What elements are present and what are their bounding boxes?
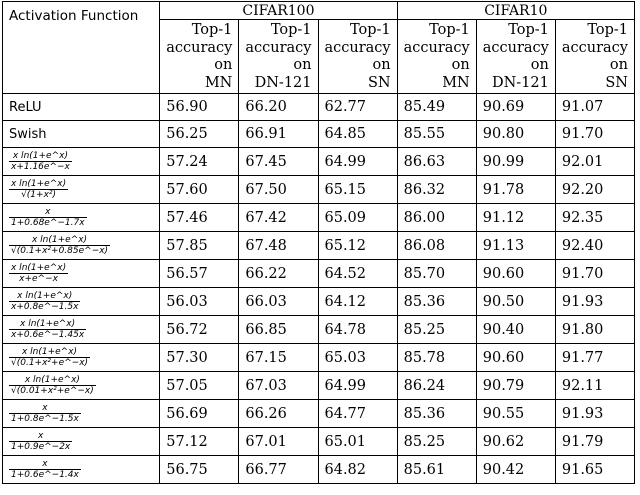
- accuracy-cell: 67.03: [239, 372, 318, 400]
- formula-denominator: 1+0.68e^−1.7x: [11, 218, 85, 228]
- formula-numerator: x: [9, 459, 81, 470]
- formula-denominator: √(0.1+x²+0.85e^−x): [11, 246, 109, 256]
- accuracy-cell: 92.11: [555, 372, 634, 400]
- cifar10-group-header: CIFAR10: [397, 2, 634, 20]
- accuracy-cell: 92.35: [555, 204, 634, 232]
- table-row: [3, 204, 635, 232]
- subheader-cifar10-dn121: Top-1 accuracy on DN-121: [476, 20, 555, 94]
- accuracy-cell: 67.01: [239, 428, 318, 456]
- activation-name: Swish: [3, 121, 160, 148]
- accuracy-cell: 64.52: [318, 260, 397, 288]
- accuracy-cell: 86.24: [397, 372, 476, 400]
- accuracy-cell: 91.13: [476, 232, 555, 260]
- accuracy-cell: 85.36: [397, 400, 476, 428]
- formula-fraction: [9, 207, 87, 228]
- subheader-cifar10-sn: Top-1 accuracy on SN: [555, 20, 634, 94]
- accuracy-cell: 57.12: [160, 428, 239, 456]
- accuracy-cell: 91.80: [555, 316, 634, 344]
- results-table: [2, 1, 635, 484]
- accuracy-cell: 66.77: [239, 456, 318, 484]
- formula-denominator: x+e^−x: [19, 274, 58, 284]
- table-row: [3, 400, 635, 428]
- formula-numerator: x ln(1+e^x): [9, 151, 72, 162]
- formula-fraction: [9, 459, 81, 480]
- accuracy-cell: 92.20: [555, 176, 634, 204]
- table-body: [3, 94, 635, 484]
- accuracy-cell: 66.91: [239, 121, 318, 148]
- formula-denominator: x+0.6e^−1.45x: [11, 330, 85, 340]
- formula-numerator: x ln(1+e^x): [11, 179, 67, 189]
- accuracy-cell: 85.70: [397, 260, 476, 288]
- accuracy-cell: 92.01: [555, 148, 634, 176]
- formula-numerator: x: [9, 207, 87, 218]
- accuracy-cell: 56.69: [160, 400, 239, 428]
- accuracy-cell: 92.40: [555, 232, 634, 260]
- accuracy-cell: 64.78: [318, 316, 397, 344]
- formula-denominator: x+1.16e^−x: [11, 162, 70, 172]
- accuracy-cell: 91.70: [555, 121, 634, 148]
- accuracy-cell: 85.78: [397, 344, 476, 372]
- accuracy-cell: 64.99: [318, 148, 397, 176]
- formula-numerator: x: [9, 431, 72, 442]
- table-row: [3, 456, 635, 484]
- formula-numerator: x ln(1+e^x): [11, 263, 67, 273]
- accuracy-cell: 90.60: [476, 260, 555, 288]
- accuracy-cell: 85.25: [397, 428, 476, 456]
- accuracy-cell: 56.25: [160, 121, 239, 148]
- accuracy-cell: 90.79: [476, 372, 555, 400]
- formula-fraction: [9, 179, 68, 200]
- accuracy-cell: 56.75: [160, 456, 239, 484]
- activation-formula: [3, 456, 160, 484]
- accuracy-cell: 86.63: [397, 148, 476, 176]
- accuracy-cell: 62.77: [318, 94, 397, 121]
- formula-denominator: 1+0.9e^−2x: [11, 442, 71, 452]
- activation-formula: [3, 344, 160, 372]
- accuracy-cell: 85.61: [397, 456, 476, 484]
- formula-fraction: [9, 263, 68, 284]
- activation-name: ReLU: [3, 94, 160, 121]
- accuracy-cell: 67.45: [239, 148, 318, 176]
- activation-formula: [3, 316, 160, 344]
- accuracy-cell: 66.20: [239, 94, 318, 121]
- accuracy-cell: 65.12: [318, 232, 397, 260]
- accuracy-cell: 66.85: [239, 316, 318, 344]
- subheader-cifar100-sn: Top-1 accuracy on SN: [318, 20, 397, 94]
- activation-function-header: Activation Function: [3, 2, 160, 94]
- accuracy-cell: 64.77: [318, 400, 397, 428]
- accuracy-cell: 86.00: [397, 204, 476, 232]
- table-row: [3, 428, 635, 456]
- formula-numerator: x ln(1+e^x): [9, 235, 110, 246]
- accuracy-cell: 85.55: [397, 121, 476, 148]
- accuracy-cell: 56.72: [160, 316, 239, 344]
- accuracy-cell: 67.15: [239, 344, 318, 372]
- table-row: [3, 148, 635, 176]
- accuracy-cell: 90.69: [476, 94, 555, 121]
- accuracy-cell: 85.36: [397, 288, 476, 316]
- accuracy-cell: 67.50: [239, 176, 318, 204]
- formula-fraction: [9, 235, 110, 256]
- accuracy-cell: 91.70: [555, 260, 634, 288]
- accuracy-cell: 66.26: [239, 400, 318, 428]
- formula-numerator: x ln(1+e^x): [9, 291, 80, 302]
- formula-denominator: 1+0.6e^−1.4x: [11, 470, 79, 480]
- formula-denominator: √(0.1+x²+e^−x): [11, 358, 89, 368]
- accuracy-cell: 90.55: [476, 400, 555, 428]
- accuracy-cell: 66.03: [239, 288, 318, 316]
- table-row: [3, 260, 635, 288]
- cifar100-group-header: CIFAR100: [160, 2, 397, 20]
- activation-formula: [3, 148, 160, 176]
- subheader-cifar10-mn: Top-1 accuracy on MN: [397, 20, 476, 94]
- formula-numerator: x ln(1+e^x): [9, 347, 90, 358]
- formula-numerator: x ln(1+e^x): [9, 375, 96, 386]
- accuracy-cell: 90.62: [476, 428, 555, 456]
- accuracy-cell: 90.50: [476, 288, 555, 316]
- formula-fraction: [9, 375, 96, 396]
- accuracy-cell: 64.85: [318, 121, 397, 148]
- formula-fraction: [9, 347, 90, 368]
- accuracy-cell: 85.49: [397, 94, 476, 121]
- accuracy-cell: 64.12: [318, 288, 397, 316]
- formula-fraction: [9, 151, 72, 172]
- activation-formula: [3, 372, 160, 400]
- formula-fraction: [9, 319, 86, 340]
- formula-fraction: [9, 291, 80, 312]
- accuracy-cell: 67.48: [239, 232, 318, 260]
- accuracy-cell: 66.22: [239, 260, 318, 288]
- table-row: [3, 316, 635, 344]
- accuracy-cell: 57.24: [160, 148, 239, 176]
- accuracy-cell: 57.60: [160, 176, 239, 204]
- formula-fraction: [9, 431, 72, 452]
- table-row: [3, 344, 635, 372]
- accuracy-cell: 85.25: [397, 316, 476, 344]
- formula-denominator: x+0.8e^−1.5x: [11, 302, 79, 312]
- accuracy-cell: 65.15: [318, 176, 397, 204]
- table-row: [3, 288, 635, 316]
- table-row: [3, 121, 635, 148]
- accuracy-cell: 91.77: [555, 344, 634, 372]
- formula-fraction: [9, 403, 81, 424]
- formula-denominator: 1+0.8e^−1.5x: [11, 414, 79, 424]
- accuracy-cell: 90.40: [476, 316, 555, 344]
- accuracy-cell: 91.93: [555, 288, 634, 316]
- accuracy-cell: 57.05: [160, 372, 239, 400]
- accuracy-cell: 91.65: [555, 456, 634, 484]
- accuracy-cell: 57.30: [160, 344, 239, 372]
- subheader-cifar100-dn121: Top-1 accuracy on DN-121: [239, 20, 318, 94]
- accuracy-cell: 64.82: [318, 456, 397, 484]
- accuracy-cell: 65.09: [318, 204, 397, 232]
- accuracy-cell: 90.99: [476, 148, 555, 176]
- accuracy-cell: 65.01: [318, 428, 397, 456]
- table-row: [3, 232, 635, 260]
- accuracy-cell: 91.78: [476, 176, 555, 204]
- activation-formula: [3, 260, 160, 288]
- activation-formula: [3, 204, 160, 232]
- table-row: [3, 94, 635, 121]
- accuracy-cell: 56.90: [160, 94, 239, 121]
- activation-formula: [3, 400, 160, 428]
- accuracy-cell: 56.57: [160, 260, 239, 288]
- accuracy-cell: 91.12: [476, 204, 555, 232]
- activation-formula: [3, 428, 160, 456]
- table-row: [3, 372, 635, 400]
- accuracy-cell: 90.60: [476, 344, 555, 372]
- formula-denominator: √(1+x²): [21, 190, 57, 200]
- accuracy-cell: 90.42: [476, 456, 555, 484]
- accuracy-cell: 91.79: [555, 428, 634, 456]
- accuracy-cell: 64.99: [318, 372, 397, 400]
- accuracy-cell: 67.42: [239, 204, 318, 232]
- accuracy-cell: 86.08: [397, 232, 476, 260]
- table-row: [3, 176, 635, 204]
- activation-formula: [3, 232, 160, 260]
- activation-formula: [3, 176, 160, 204]
- accuracy-cell: 90.80: [476, 121, 555, 148]
- accuracy-cell: 86.32: [397, 176, 476, 204]
- accuracy-cell: 56.03: [160, 288, 239, 316]
- accuracy-cell: 91.07: [555, 94, 634, 121]
- formula-numerator: x: [9, 403, 81, 414]
- accuracy-cell: 57.46: [160, 204, 239, 232]
- accuracy-cell: 91.93: [555, 400, 634, 428]
- formula-numerator: x ln(1+e^x): [9, 319, 86, 330]
- accuracy-cell: 65.03: [318, 344, 397, 372]
- accuracy-cell: 57.85: [160, 232, 239, 260]
- formula-denominator: √(0.01+x²+e^−x): [11, 386, 94, 396]
- activation-formula: [3, 288, 160, 316]
- subheader-cifar100-mn: Top-1 accuracy on MN: [160, 20, 239, 94]
